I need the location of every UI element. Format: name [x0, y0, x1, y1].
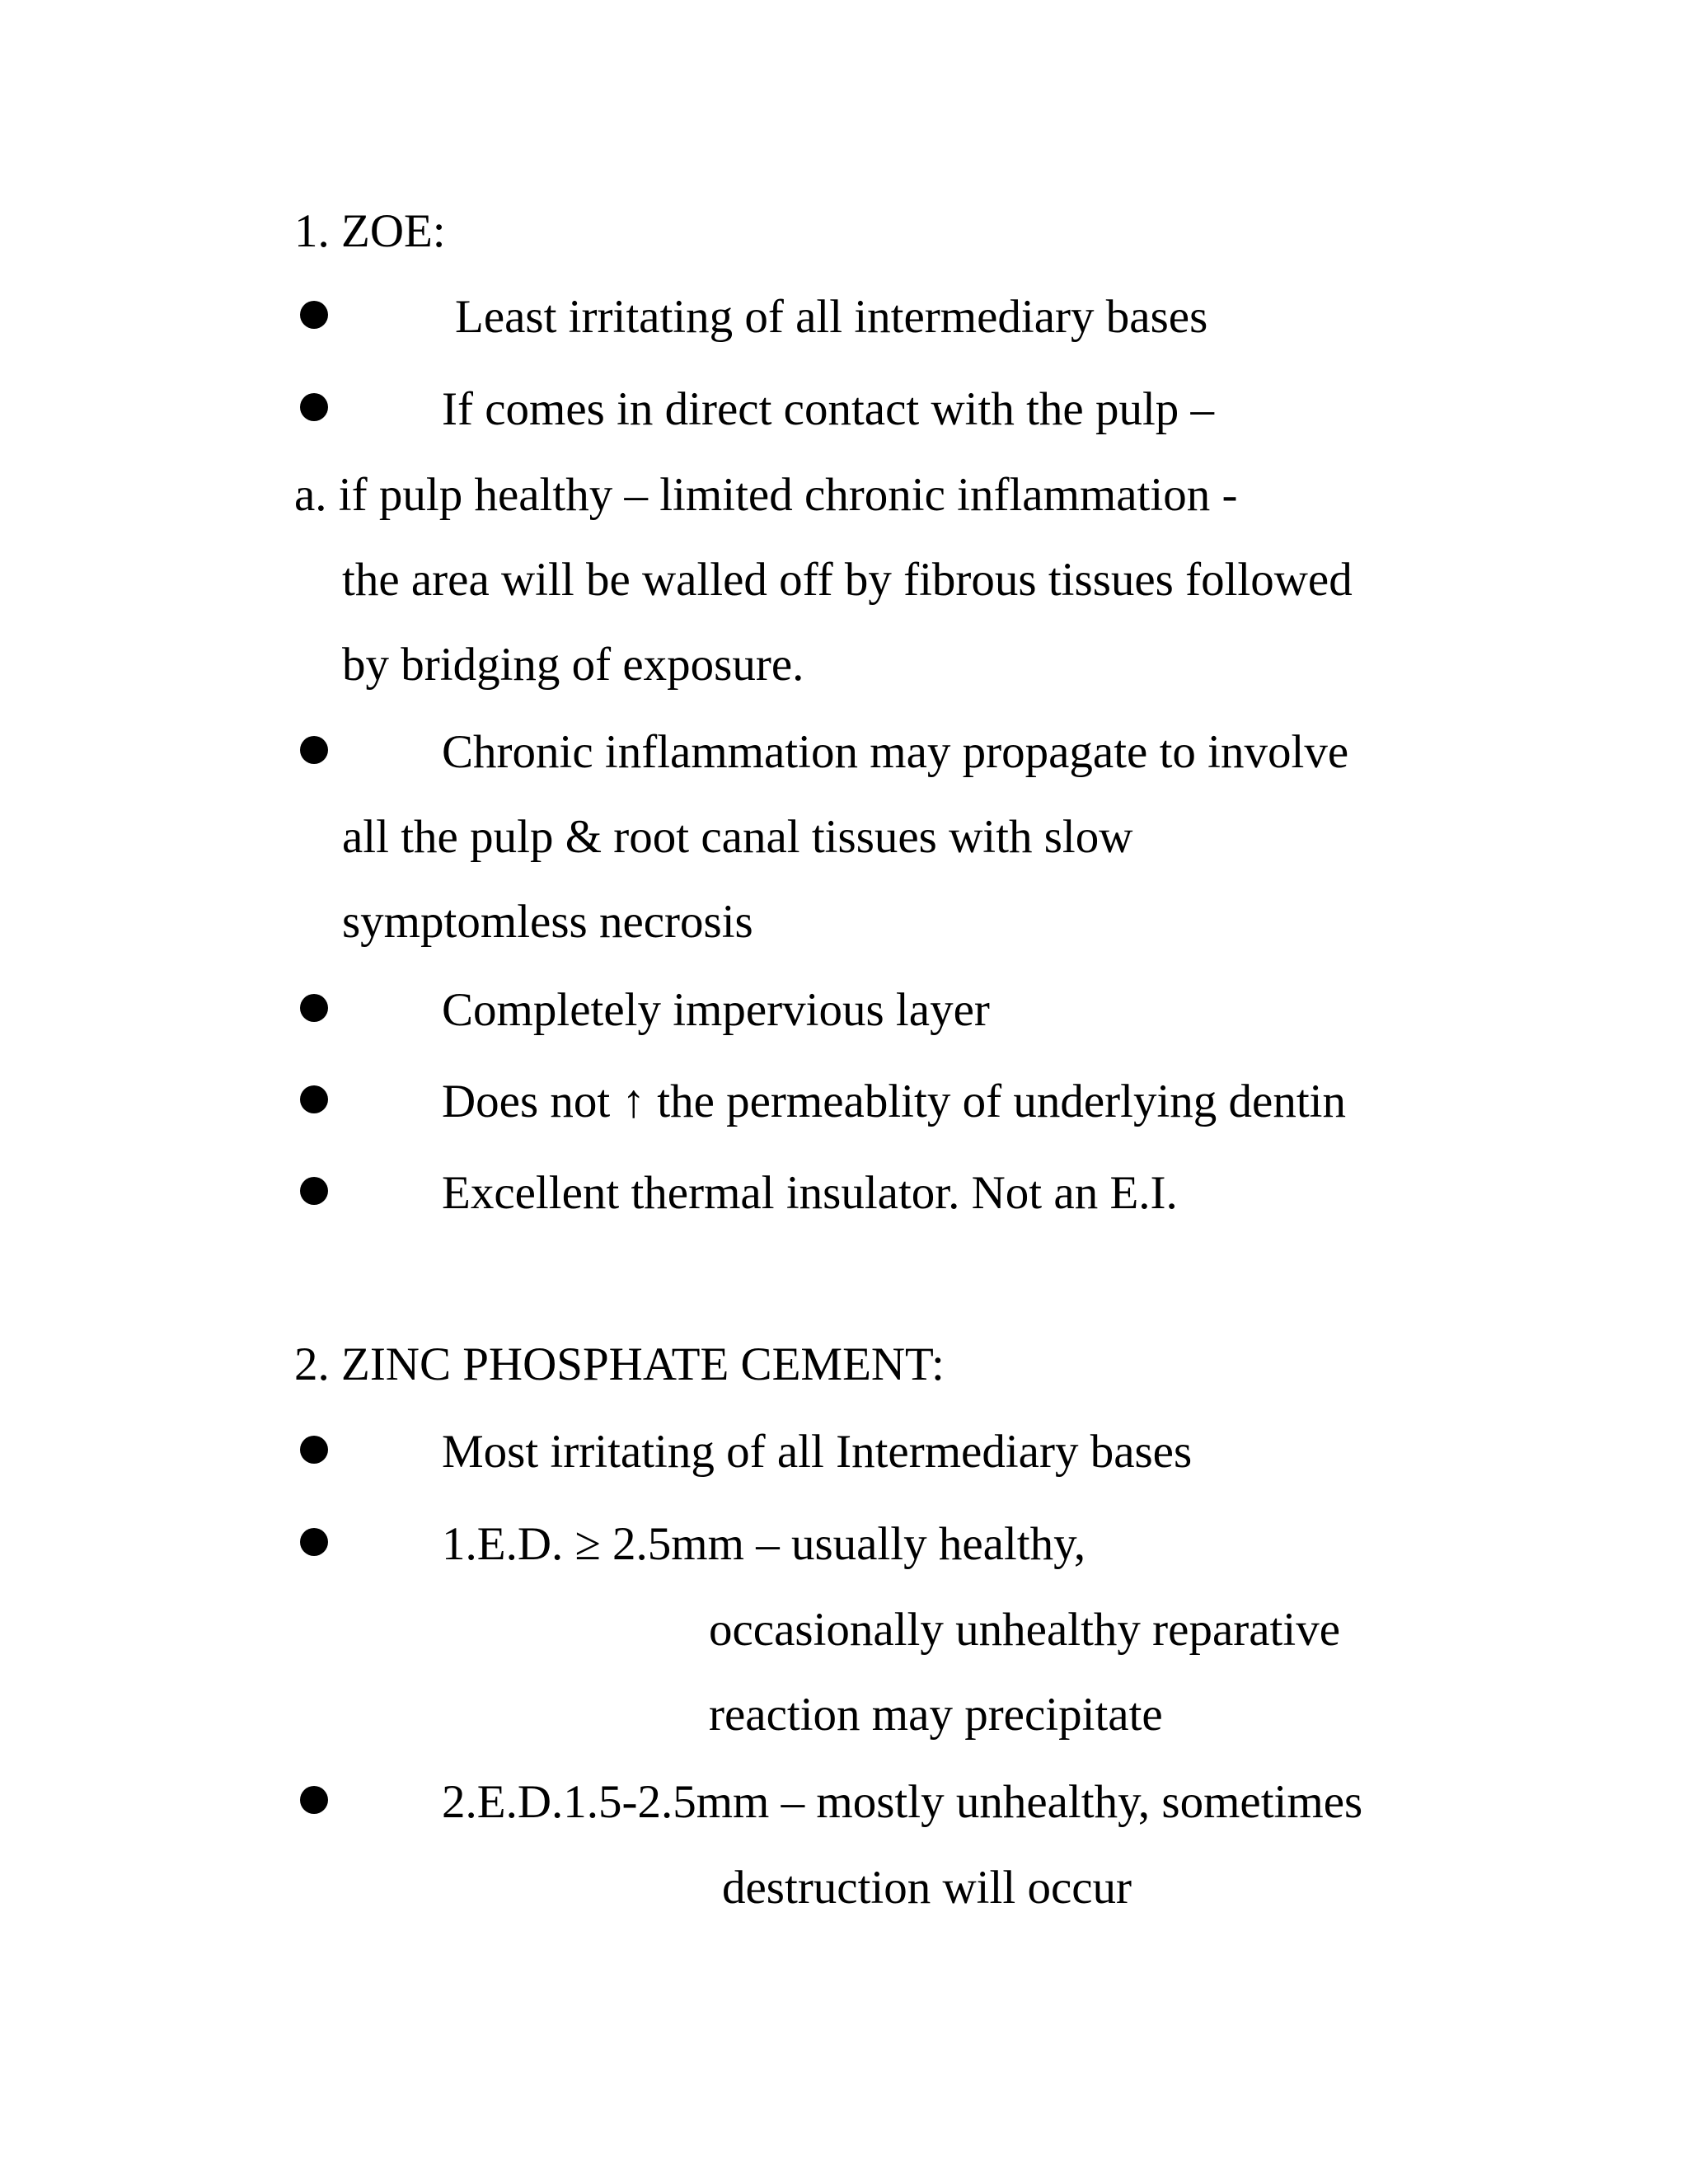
zoe-bullet-3-line-3: symptomless necrosis [342, 896, 753, 948]
zp-bullet-2-line-1: 1.E.D. ≥ 2.5mm – usually healthy, [442, 1518, 1086, 1570]
bullet-icon [300, 994, 328, 1022]
bullet-icon [300, 1177, 328, 1205]
zoe-bullet-3-line-1: Chronic inflammation may propagate to involve [442, 726, 1349, 778]
zp-bullet-1: Most irritating of all Intermediary bases [442, 1426, 1193, 1478]
section-heading-zoe: 1. ZOE: [294, 205, 446, 257]
bullet-icon [300, 1436, 328, 1464]
zoe-bullet-5: Does not ↑ the permeablity of underlying dentin [442, 1076, 1346, 1127]
section-heading-zinc-phosphate: 2. ZINC PHOSPHATE CEMENT: [294, 1338, 945, 1390]
bullet-icon [300, 301, 328, 329]
zp-bullet-3-line-1: 2.E.D.1.5-2.5mm – mostly unhealthy, sometimes [442, 1776, 1363, 1828]
zoe-sub-a-line-3: by bridging of exposure. [342, 639, 804, 691]
bullet-icon [300, 1786, 328, 1814]
bullet-icon [300, 1528, 328, 1556]
zp-bullet-2-line-3: reaction may precipitate [709, 1689, 1163, 1741]
zoe-bullet-2: If comes in direct contact with the pulp – [442, 383, 1215, 435]
zoe-bullet-3-line-2: all the pulp & root canal tissues with slow [342, 811, 1133, 863]
zoe-bullet-6: Excellent thermal insulator. Not an E.I. [442, 1167, 1178, 1219]
zoe-sub-a-line-2: the area will be walled off by fibrous tissues followed [342, 554, 1353, 606]
bullet-icon [300, 736, 328, 764]
zp-bullet-2-line-2: occasionally unhealthy reparative [709, 1604, 1340, 1656]
zp-bullet-3-line-2: destruction will occur [722, 1862, 1132, 1914]
zoe-sub-a-line-1: a. if pulp healthy – limited chronic inflammation - [294, 469, 1238, 521]
zoe-bullet-4: Completely impervious layer [442, 984, 990, 1036]
zoe-bullet-1: Least irritating of all intermediary bases [455, 291, 1208, 343]
bullet-icon [300, 1085, 328, 1113]
bullet-icon [300, 393, 328, 421]
